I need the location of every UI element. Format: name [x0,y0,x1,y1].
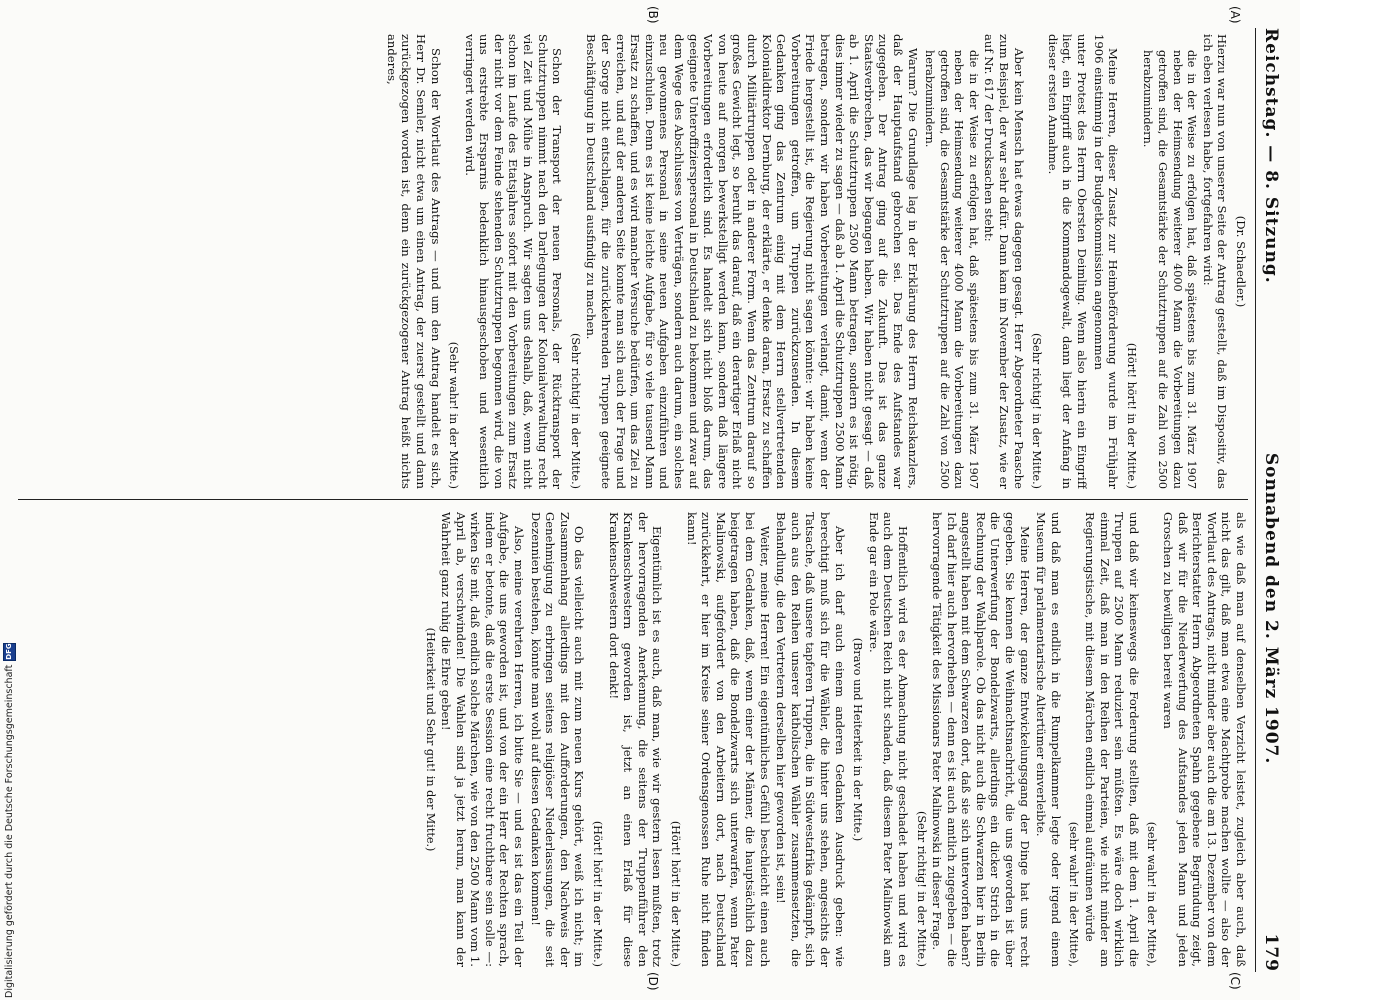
margin-marker-c: (C) [1228,972,1242,990]
header-left: Reichstag. — 8. Sitzung. [1261,28,1281,284]
interjection: (Sehr richtig! in der Mitte.) [568,332,582,489]
paragraph: Ob das vielleicht auch mit zum neuen Kurs gehört, weiß ich nicht; im Zusammenhang allerdings mit den Aufforderungen, den Nachweis der Genehmigung zu erbringen seitens religiöser Niederlassungen, die seit Dezennien bestehen, könnte man wohl auf diesen Gedanken kommen! [528,512,587,967]
paragraph: Meine Herren, dieser Zusatz zur Heimbeförderung wurde im Frühjahr 1906 einstimmig in der Budgetkommission angenommen [1091,34,1121,489]
column-divider [18,499,1248,500]
left-column [13,34,1248,489]
quotation: die in der Weise zu erfolgen hat, daß spätestens bis zum 31. März 1907 neben der Heimsendung weiterer 4000 Mann die Vorbereitungen dazu getroffen sind, die Gesamtstärke der Schutztruppen auf die Zahl von 2500 herabzumindern. [1141,50,1199,489]
paragraph: als wie daß man auf denselben Verzicht leistet, zugleich aber auch, daß nicht das gilt, daß man etwa eine Machtprobe machen wollte — also der Wortlaut des Antrags, nicht minder aber auch die am 13. Dezember von dem Berichterstatter Herrn Abgeordneten Spahn gegebene Begründung zeigt, daß wir für die Niederwerfung des Aufstandes jeden Mann und jeden Groschen zu bewilligen bereit waren [1161,512,1248,967]
interjection: (Heiterkeit und Sehr gut! in der Mitte.) [423,627,437,852]
interjection: (Sehr richtig! in der Mitte.) [1030,332,1044,489]
margin-marker-d: (D) [646,972,660,991]
interjection: (Hört! hört! in der Mitte.) [591,820,605,967]
interjection: (Sehr wahr! in der Mitte.) [447,341,461,489]
paragraph: Also, meine verehrten Herren, ich bitte Sie — und es ist das ein Teil der Aufgabe, die uns geworden ist, und von der ein Herr der Rechten sprach, indem er betonte, daß die erste Session eine recht fruchtbare sein solle —: wirken Sie mit, daß endlich solche Märchen, wie von den 2500 Mann vom 1. April ab, verschwinden! Die Wahlen sind ja jetzt herum, man kann der Wahrheit ganz ruhig die Ehre geben! [439,512,527,967]
interjection: (Bravo und Heiterkeit in der Mitte.) [851,637,865,842]
paragraph: Hierzu war nun von unserer Seite der Antrag gestellt, daß im Dispositiv, das ich eben verlesen habe, fortgefahren wird: [1200,34,1230,489]
paragraph: Warum? Die Grundlage lag in der Erklärung des Herrn Reichskanzlers, daß der Hauptaufstand gebrochen sei. Das Ende des Aufstandes war zugegeben. Der Antrag ging auf die Zukunft. Das ist das ganze Staatsverbrechen, das wir begangen haben. Wir haben nicht gesagt — daß ab 1. April die Schutztruppen 2500 Mann betragen, sondern es ist nötig, dies immer wieder zu sagen — daß ab 1. April die Schutztruppen 2500 Mann betragen, sondern wir haben Vorbereitungen verlangt, damit, wenn der Friede hergestellt ist, die Regierung nicht sagen könnte: wir haben keine Vorbereitungen getroffen, um Truppen zurückzusenden. In diesem Gedanken ging das Zentrum einig mit dem Herrn stellvertretenden Kolonialdirektor Dernburg, der erklärte, er denke daran, Ersatz zu schaffen durch Militärtruppen oder in anderer Form. Wenn das Zentrum darauf so großes Gewicht legt, so beruht das darauf, daß ein derartiger Erlaß nicht von heute auf morgen bewerkstelligt werden kann, sondern daß längere Vorbereitungen erforderlich sind. Es handelt sich nicht bloß darum, das geeignete Unteroffizierspersonal in Deutschland zu bekommen und zwar auf dem Wege des Abschlusses von Verträgen, sondern auch darum, ein solches neu gewonnenes Personal in seine neuen Aufgaben einzuführen und einzuschulen. Denn es ist keine leichte Aufgabe, für so viele tausend Mann Ersatz zu schaffen, und es wird mancher Versuche bedürfen, um das Ziel zu erreichen, und auf der anderen Seite konnte man sich auch der Frage und der Sorge nicht entschlagen, für die zurückkehrenden Truppen geeignete Beschäftigung in Deutschland ausfindig zu machen. [584,34,920,489]
interjection: (Hört! hört! in der Mitte.) [669,820,683,967]
margin-marker-a: (A) [1228,6,1242,24]
right-column [13,512,1248,967]
dfg-logo: DFG [3,643,16,661]
paragraph: Weiter, meine Herren! Ein eigentümliches Gefühl beschleicht einen auch bei dem Gedanken, daß, wenn einer der Männer, die hauptsächlich dazu beigetragen haben, daß die Bondelzwarts sich unterwarfen, wenn Pater Malinowski, aufgefordert von den Arbeitern dort, nach Deutschland zurückkehrt, er hier im Kreise seiner Ordensgenossen Ruhe nicht finden kann! [684,512,772,967]
paragraph: Meine Herren, der ganze Entwickelungsgang der Dinge hat uns recht gegeben. Sie kennen die Weihnachtsnachricht, die uns geworden ist über die Unterwerfung der Bondelzwarts, allerdings ein dicker Strich in die Rechnung der Wahlparole. Ob das nicht auch die Schwarzen hier in Berlin angestellt haben mit dem Schwarzen dort, daß sie sich unterworfen haben? Ich darf hier auch hervorheben — denn es ist auch amtlich zugegeben — die hervorragende Tätigkeit des Missionars Pater Malinowski in dieser Frage. [930,512,1032,967]
credit-text: Digitalisierung gefördert durch die Deutsche Forschungsgemeinschaft [3,664,15,998]
page-header [1255,28,1286,972]
paragraph: Schon der Wortlaut des Antrags — und um den Antrag handelt es sich, Herr Dr. Semler, nicht etwa um einen Antrag, der zuerst gestellt und dann zurückgezogen worden ist, denn ein zurückgezogener Antrag heißt nichts anderes, [384,34,443,489]
paragraph: Eigentümlich ist es auch, daß man, wie wir gestern lesen mußten, trotz der hervorragenden Anerkennung, die seitens der Truppenführer den Krankenschwestern geworden ist, jetzt an einen Erlaß für diese Krankenschwestern dort denkt! [606,512,665,967]
page-number: 179 [1261,933,1281,972]
paragraph: und daß wir keineswegs die Forderung stellten, daß mit dem 1. April die Truppen auf 2500 Mann reduziert sein müßten. Es wäre doch wirklich einmal Zeit, daß man in den Reihen der Parteien, wie nicht minder am Regierungstische, mit diesem Märchen endlich einmal aufräumen würde [1083,512,1141,967]
paragraph: Aber ich darf auch einem anderen Gedanken Ausdruck geben: wie berechtigt muß sich für die Wähler, die hinter uns stehen, angesichts der Tatsache, daß unsere tapferen Truppen, die in Südwestafrika gekämpft, sich auch aus den Reihen unserer katholischen Wähler zusammensetzten, die Behandlung, die den Vertretern derselben hier geworden ist, sein! [774,512,847,967]
quotation: die in der Weise zu erfolgen hat, daß spätestens bis zum 31. März 1907 neben der Heimsendung weiterer 4000 Mann die Vorbereitungen dazu getroffen sind, die Gesamtstärke der Schutztruppen auf die Zahl von 2500 herabzumindern. [923,50,980,489]
digitization-credit [2,8,16,998]
margin-marker-b: (B) [646,6,660,24]
interjection: (Sehr richtig! in der Mitte.) [914,810,928,967]
header-date: Sonnabend den 2. März 1907. [1261,452,1281,765]
interjection: (sehr wahr! in der Mitte), [1145,821,1159,967]
paragraph: Hoffentlich wird es der Abmachung nicht geschadet haben und wird es auch dem Deutschen Reich nicht schaden, daß diesem Pater Malinowski am Ende gar ein Pole wäre. [866,512,910,967]
paragraph: Aber kein Mensch hat etwas dagegen gesagt. Herr Abgeordneter Paasche zum Beispiel, der war sehr dafür. Dann kam im November der Zusatz, wie er auf Nr. 617 der Drucksachen steht: [982,34,1026,489]
paragraph: und daß man es endlich in die Rumpelkammer legte oder irgend einem Museum für parlamentarische Altertümer einverleibte. [1034,512,1063,967]
paragraph: Schon der Transport der neuen Personals, der Rücktransport der Schutztruppen nimmt nach den Darlegungen der Kolonialverwaltung recht viel Zeit und Mühe in Anspruch. Wir sagten uns deshalb, daß, wenn nicht schon im Laufe des Etatsjahres sofort mit den Vorbereitungen zum Ersatz der nicht vor dem Feinde stehenden Schutztruppen begonnen wird, die von uns erstrebte Ersparnis bedenklich hinausgeschoben und wesentlich verringert werden wird. [462,34,565,489]
speaker-name: (Dr. Schaedler.) [1234,215,1248,308]
interjection: (Hört! hört! in der Mitte.) [1124,342,1138,489]
paragraph: unter Protest des Herrn Obersten Deimling. Wenn also hierin ein Eingriff liegt, ein Eingriff auch in die Kommandogewalt, dann liegt der Anfang in dieser ersten Annahme. [1045,34,1090,489]
interjection: (sehr wahr! in der Mitte), [1067,821,1081,967]
